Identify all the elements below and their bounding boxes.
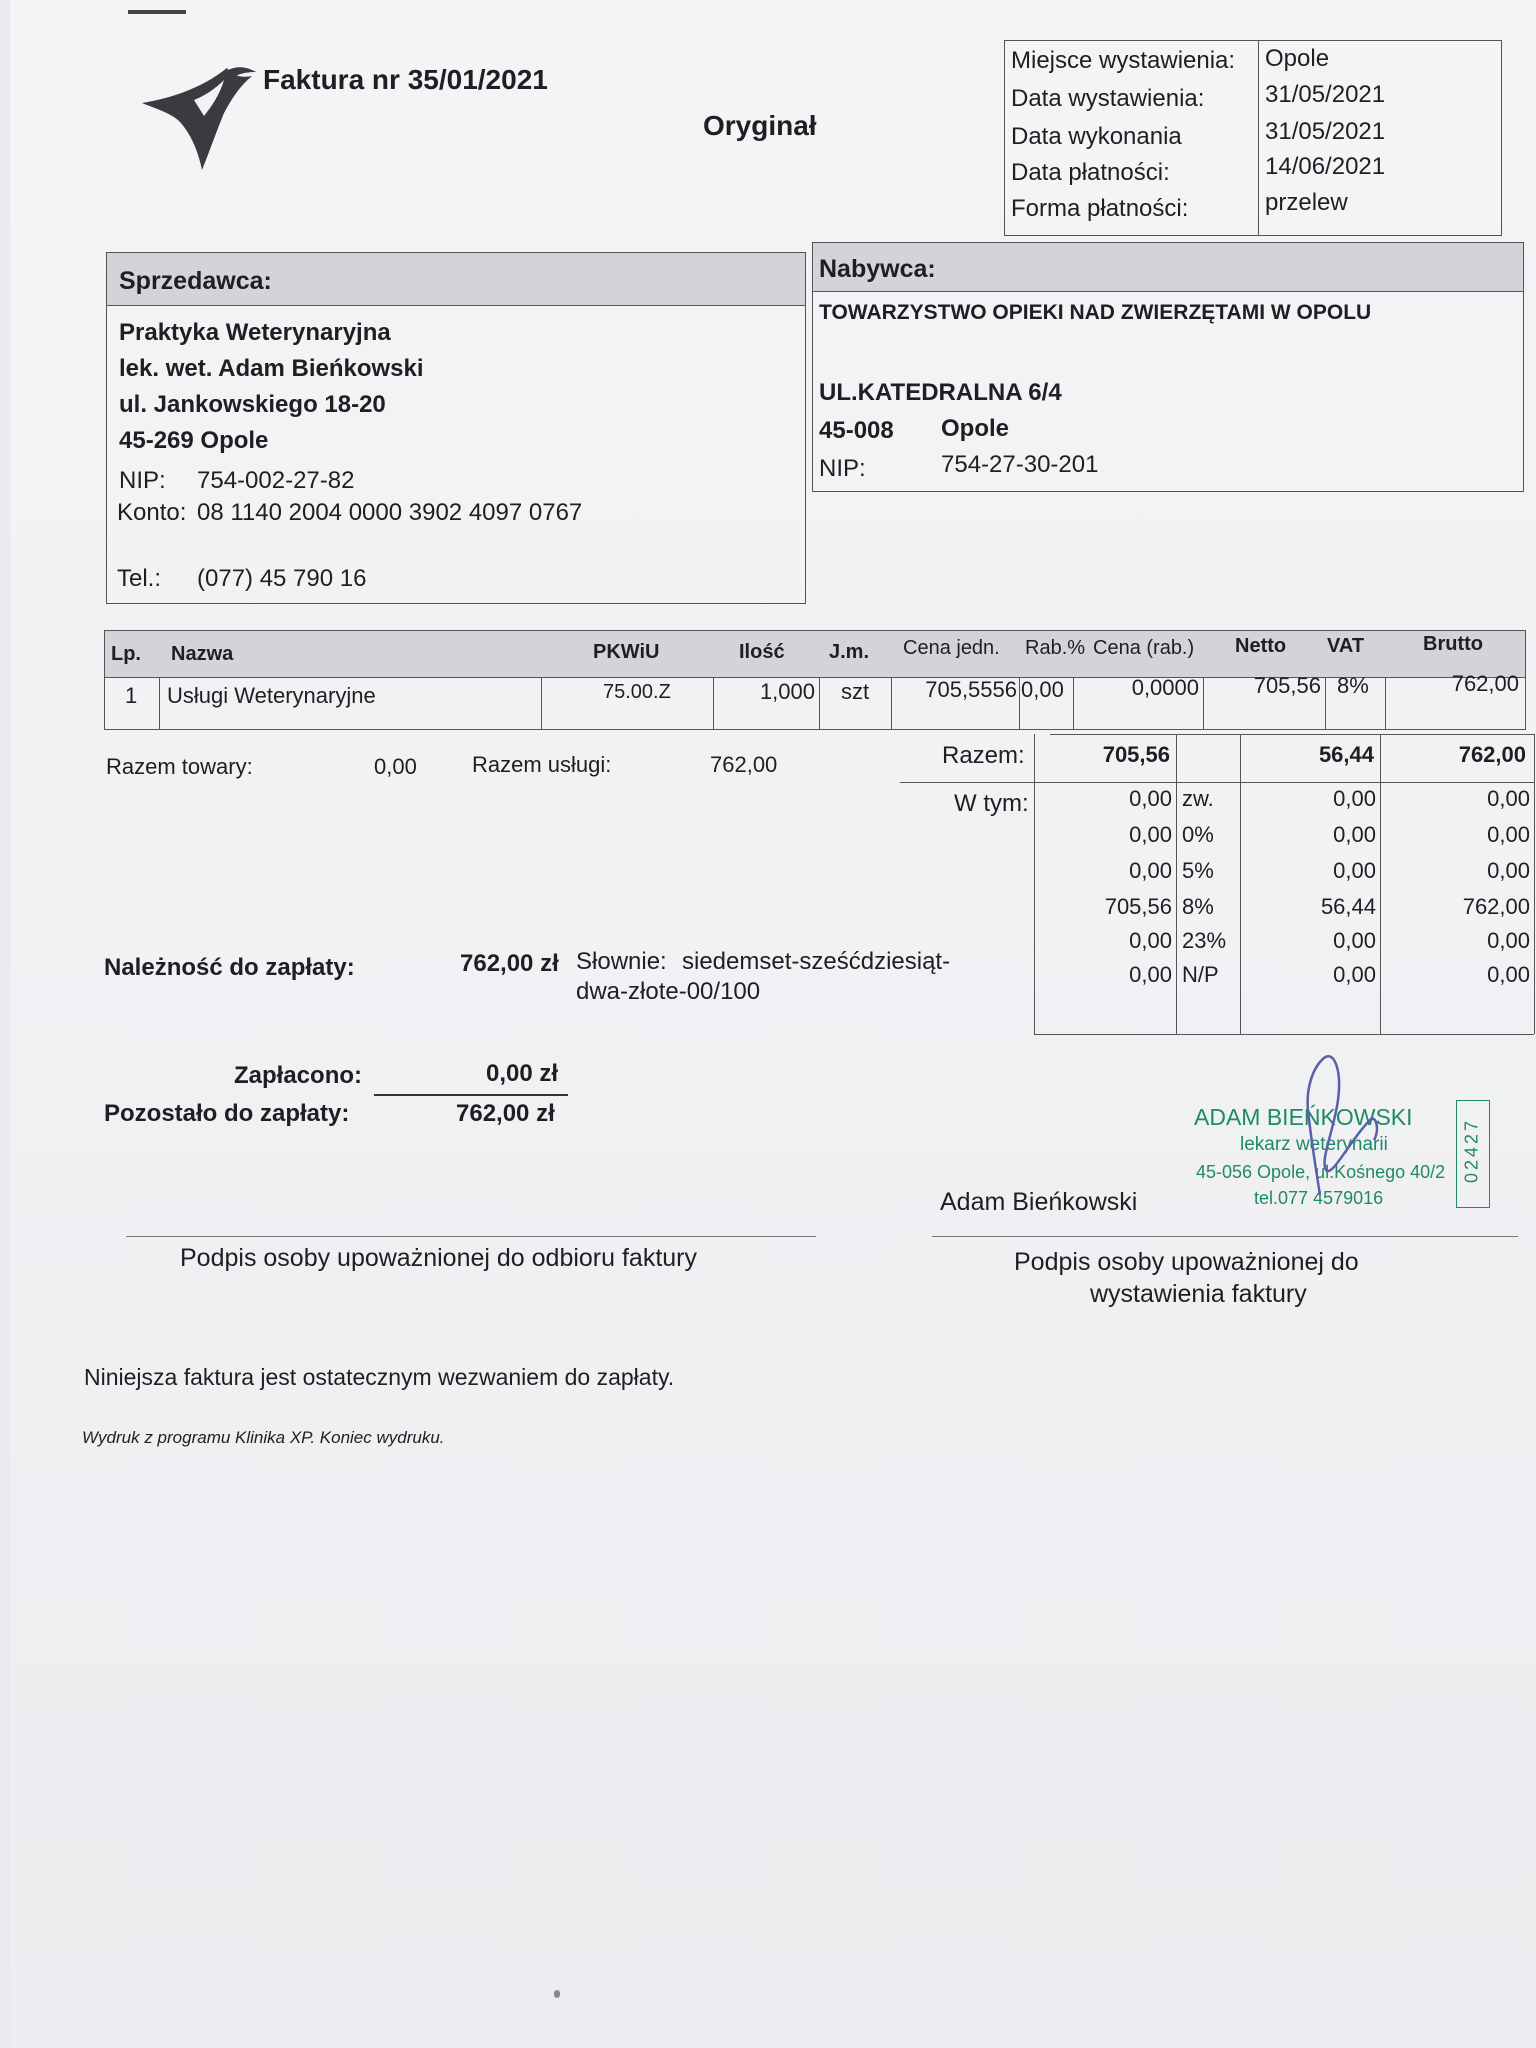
- issuer-signature-line: [932, 1236, 1518, 1237]
- buyer-box: [812, 242, 1524, 492]
- row-divider: [891, 677, 892, 729]
- breakdown-gross: 0,00: [1487, 786, 1530, 811]
- breakdown-vat: 0,00: [1333, 962, 1376, 987]
- breakdown-vat: 0,00: [1333, 786, 1376, 811]
- top-edge-mark: [128, 10, 186, 14]
- buyer-postcode: 45-008: [819, 417, 894, 444]
- buyer-name: TOWARZYSTWO OPIEKI NAD ZWIERZĘTAMI W OPOLU: [819, 301, 1372, 324]
- col-header-vat: VAT: [1327, 635, 1365, 657]
- meta-label-payment-method: Forma płatności:: [1011, 195, 1189, 222]
- item-qty: 1,000: [759, 679, 815, 704]
- totals-top-line: [1050, 734, 1534, 735]
- services-total: 762,00: [710, 752, 778, 777]
- paid-label: Zapłacono:: [234, 1062, 363, 1089]
- row-divider: [1325, 677, 1326, 729]
- breakdown-net: 0,00: [1129, 928, 1172, 953]
- meta-value-payment-date: 14/06/2021: [1265, 153, 1386, 180]
- breakdown-gross: 0,00: [1487, 822, 1530, 847]
- buyer-city: Opole: [941, 415, 1010, 442]
- row-divider: [541, 677, 542, 729]
- seller-nip-label: NIP:: [119, 467, 166, 494]
- breakdown-gross: 0,00: [1487, 858, 1530, 883]
- issuer-name: Adam Bieńkowski: [940, 1188, 1138, 1216]
- totals-summary: [900, 734, 1536, 1036]
- seller-phone: (077) 45 790 16: [197, 565, 367, 592]
- meta-label-issue-date: Data wystawienia:: [1011, 85, 1205, 112]
- printout-note: Wydruk z programu Klinika XP. Koniec wydruku.: [82, 1428, 445, 1447]
- meta-value-service-date: 31/05/2021: [1265, 118, 1386, 145]
- breakdown-net: 0,00: [1129, 962, 1172, 987]
- breakdown-rate: 5%: [1182, 858, 1214, 883]
- col-header-lp: Lp.: [111, 643, 141, 665]
- paper-dot: [554, 1990, 560, 1998]
- col-header-gross: Brutto: [1423, 633, 1483, 655]
- stamp-name: ADAM BIEŃKOWSKI: [1194, 1104, 1413, 1130]
- amount-words-label: Słownie:: [576, 948, 667, 975]
- seller-account-label: Konto:: [117, 499, 187, 526]
- amount-words-line2: dwa-złote-00/100: [576, 978, 761, 1005]
- item-name: Usługi Weterynaryjne: [167, 683, 376, 708]
- totals-mid-line: [900, 782, 1534, 783]
- breakdown-rate: zw.: [1182, 786, 1214, 811]
- seller-line4: 45-269 Opole: [119, 427, 269, 454]
- items-header-bar: [105, 631, 1525, 678]
- row-divider: [1073, 677, 1074, 729]
- paid-underline: [374, 1094, 568, 1096]
- col-header-qty: Ilość: [739, 641, 785, 663]
- stamp-phone: tel.077 4579016: [1254, 1188, 1384, 1208]
- row-divider: [1019, 677, 1020, 729]
- meta-label-service-date: Data wykonania: [1011, 123, 1182, 150]
- col-header-net: Netto: [1235, 635, 1287, 657]
- stamp-code: 02427: [1461, 1117, 1482, 1184]
- breakdown-rate: 0%: [1182, 822, 1214, 847]
- stamp-address: 45-056 Opole, ul.Kośnego 40/2: [1196, 1162, 1446, 1182]
- issuer-signature-caption-line1: Podpis osoby upoważnionej do: [1014, 1248, 1359, 1276]
- seller-heading: Sprzedawca:: [119, 267, 272, 295]
- breakdown-net: 0,00: [1129, 822, 1172, 847]
- item-unit: szt: [841, 679, 870, 704]
- seller-phone-label: Tel.:: [117, 565, 162, 592]
- invoice-page: [10, 0, 1536, 2048]
- receiver-signature-caption: Podpis osoby upoważnionej do odbioru faktury: [180, 1244, 698, 1272]
- paid-amount: 0,00 zł: [486, 1060, 559, 1087]
- item-price-disc: 0,0000: [1131, 675, 1199, 700]
- totals-bottom-line: [1034, 1034, 1534, 1035]
- row-divider: [819, 677, 820, 729]
- meta-label-payment-date: Data płatności:: [1011, 159, 1170, 186]
- breakdown-net: 705,56: [1104, 894, 1172, 919]
- item-vat: 8%: [1337, 673, 1369, 698]
- breakdown-vat: 0,00: [1333, 858, 1376, 883]
- seller-line1: Praktyka Weterynaryjna: [119, 319, 391, 346]
- remaining-label: Pozostało do zapłaty:: [104, 1100, 350, 1127]
- buyer-nip: 754-27-30-201: [941, 451, 1099, 478]
- meta-value-payment-method: przelew: [1265, 189, 1348, 216]
- total-vat: 56,44: [1318, 742, 1374, 767]
- amount-due: 762,00 zł: [460, 950, 559, 977]
- total-gross: 762,00: [1458, 742, 1526, 767]
- breakdown-net: 0,00: [1129, 786, 1172, 811]
- row-divider: [713, 677, 714, 729]
- services-total-label: Razem usługi:: [472, 752, 612, 777]
- invoice-meta-box: [1004, 40, 1502, 236]
- seller-line2: lek. wet. Adam Bieńkowski: [119, 355, 424, 382]
- col-header-discount: Rab.%: [1025, 637, 1086, 659]
- total-label: Razem:: [942, 742, 1025, 769]
- seller-nip: 754-002-27-82: [197, 467, 355, 494]
- total-net: 705,56: [1102, 742, 1170, 767]
- totals-col-line: [1176, 734, 1177, 1034]
- col-header-unit-price: Cena jedn.: [903, 637, 1000, 659]
- item-gross: 762,00: [1451, 671, 1519, 696]
- seller-line3: ul. Jankowskiego 18-20: [119, 391, 386, 418]
- buyer-street: UL.KATEDRALNA 6/4: [819, 379, 1062, 406]
- breakdown-gross: 0,00: [1487, 928, 1530, 953]
- meta-label-place: Miejsce wystawienia:: [1011, 47, 1236, 74]
- item-lp: 1: [125, 683, 138, 708]
- breakdown-vat: 0,00: [1333, 822, 1376, 847]
- totals-col-line: [1380, 734, 1381, 1034]
- receiver-signature-line: [126, 1236, 816, 1237]
- payment-notice: Niniejsza faktura jest ostatecznym wezwaniem do zapłaty.: [84, 1364, 675, 1390]
- breakdown-rate: 23%: [1182, 928, 1227, 953]
- remaining-amount: 762,00 zł: [456, 1100, 555, 1127]
- items-table: [104, 630, 1526, 730]
- copy-label: Oryginał: [703, 110, 817, 141]
- col-header-price-disc: Cena (rab.): [1093, 637, 1195, 659]
- seller-account: 08 1140 2004 0000 3902 4097 0767: [197, 499, 583, 526]
- clinic-logo-icon: [132, 58, 262, 178]
- item-unit-price: 705,5556: [925, 677, 1017, 702]
- meta-value-place: Opole: [1265, 45, 1330, 72]
- amount-words-line1: siedemset-sześćdziesiąt-: [682, 948, 951, 975]
- totals-col-line: [1534, 734, 1535, 1034]
- item-pkwiu: 75.00.Z: [603, 681, 671, 703]
- breakdown-rate: 8%: [1182, 894, 1214, 919]
- issuer-signature-caption-line2: wystawienia faktury: [1090, 1280, 1307, 1308]
- item-net: 705,56: [1253, 673, 1321, 698]
- breakdown-vat: 56,44: [1320, 894, 1376, 919]
- breakdown-net: 0,00: [1129, 858, 1172, 883]
- seller-box: [106, 252, 806, 604]
- buyer-heading: Nabywca:: [819, 255, 936, 283]
- col-header-unit: J.m.: [829, 641, 870, 663]
- goods-total-label: Razem towary:: [106, 754, 253, 779]
- item-discount: 0,00: [1021, 677, 1064, 702]
- row-divider: [159, 677, 160, 729]
- breakdown-gross: 762,00: [1462, 894, 1530, 919]
- totals-col-line: [1240, 734, 1241, 1034]
- breakdown-gross: 0,00: [1487, 962, 1530, 987]
- breakdown-vat: 0,00: [1333, 928, 1376, 953]
- col-header-pkwiu: PKWiU: [593, 641, 660, 663]
- invoice-title: Faktura nr 35/01/2021: [263, 64, 548, 95]
- meta-value-issue-date: 31/05/2021: [1265, 81, 1386, 108]
- buyer-nip-label: NIP:: [819, 455, 866, 482]
- row-divider: [1385, 677, 1386, 729]
- stamp-title: lekarz weterynarii: [1240, 1134, 1388, 1155]
- goods-total: 0,00: [374, 754, 417, 779]
- row-divider: [1203, 677, 1204, 729]
- totals-col-line: [1034, 734, 1035, 1034]
- amount-due-label: Należność do zapłaty:: [104, 954, 355, 981]
- meta-divider: [1258, 41, 1259, 235]
- breakdown-rate: N/P: [1182, 962, 1219, 987]
- signature-scribble-icon: [1280, 1050, 1390, 1200]
- col-header-name: Nazwa: [171, 643, 234, 665]
- breakdown-label: W tym:: [954, 790, 1029, 817]
